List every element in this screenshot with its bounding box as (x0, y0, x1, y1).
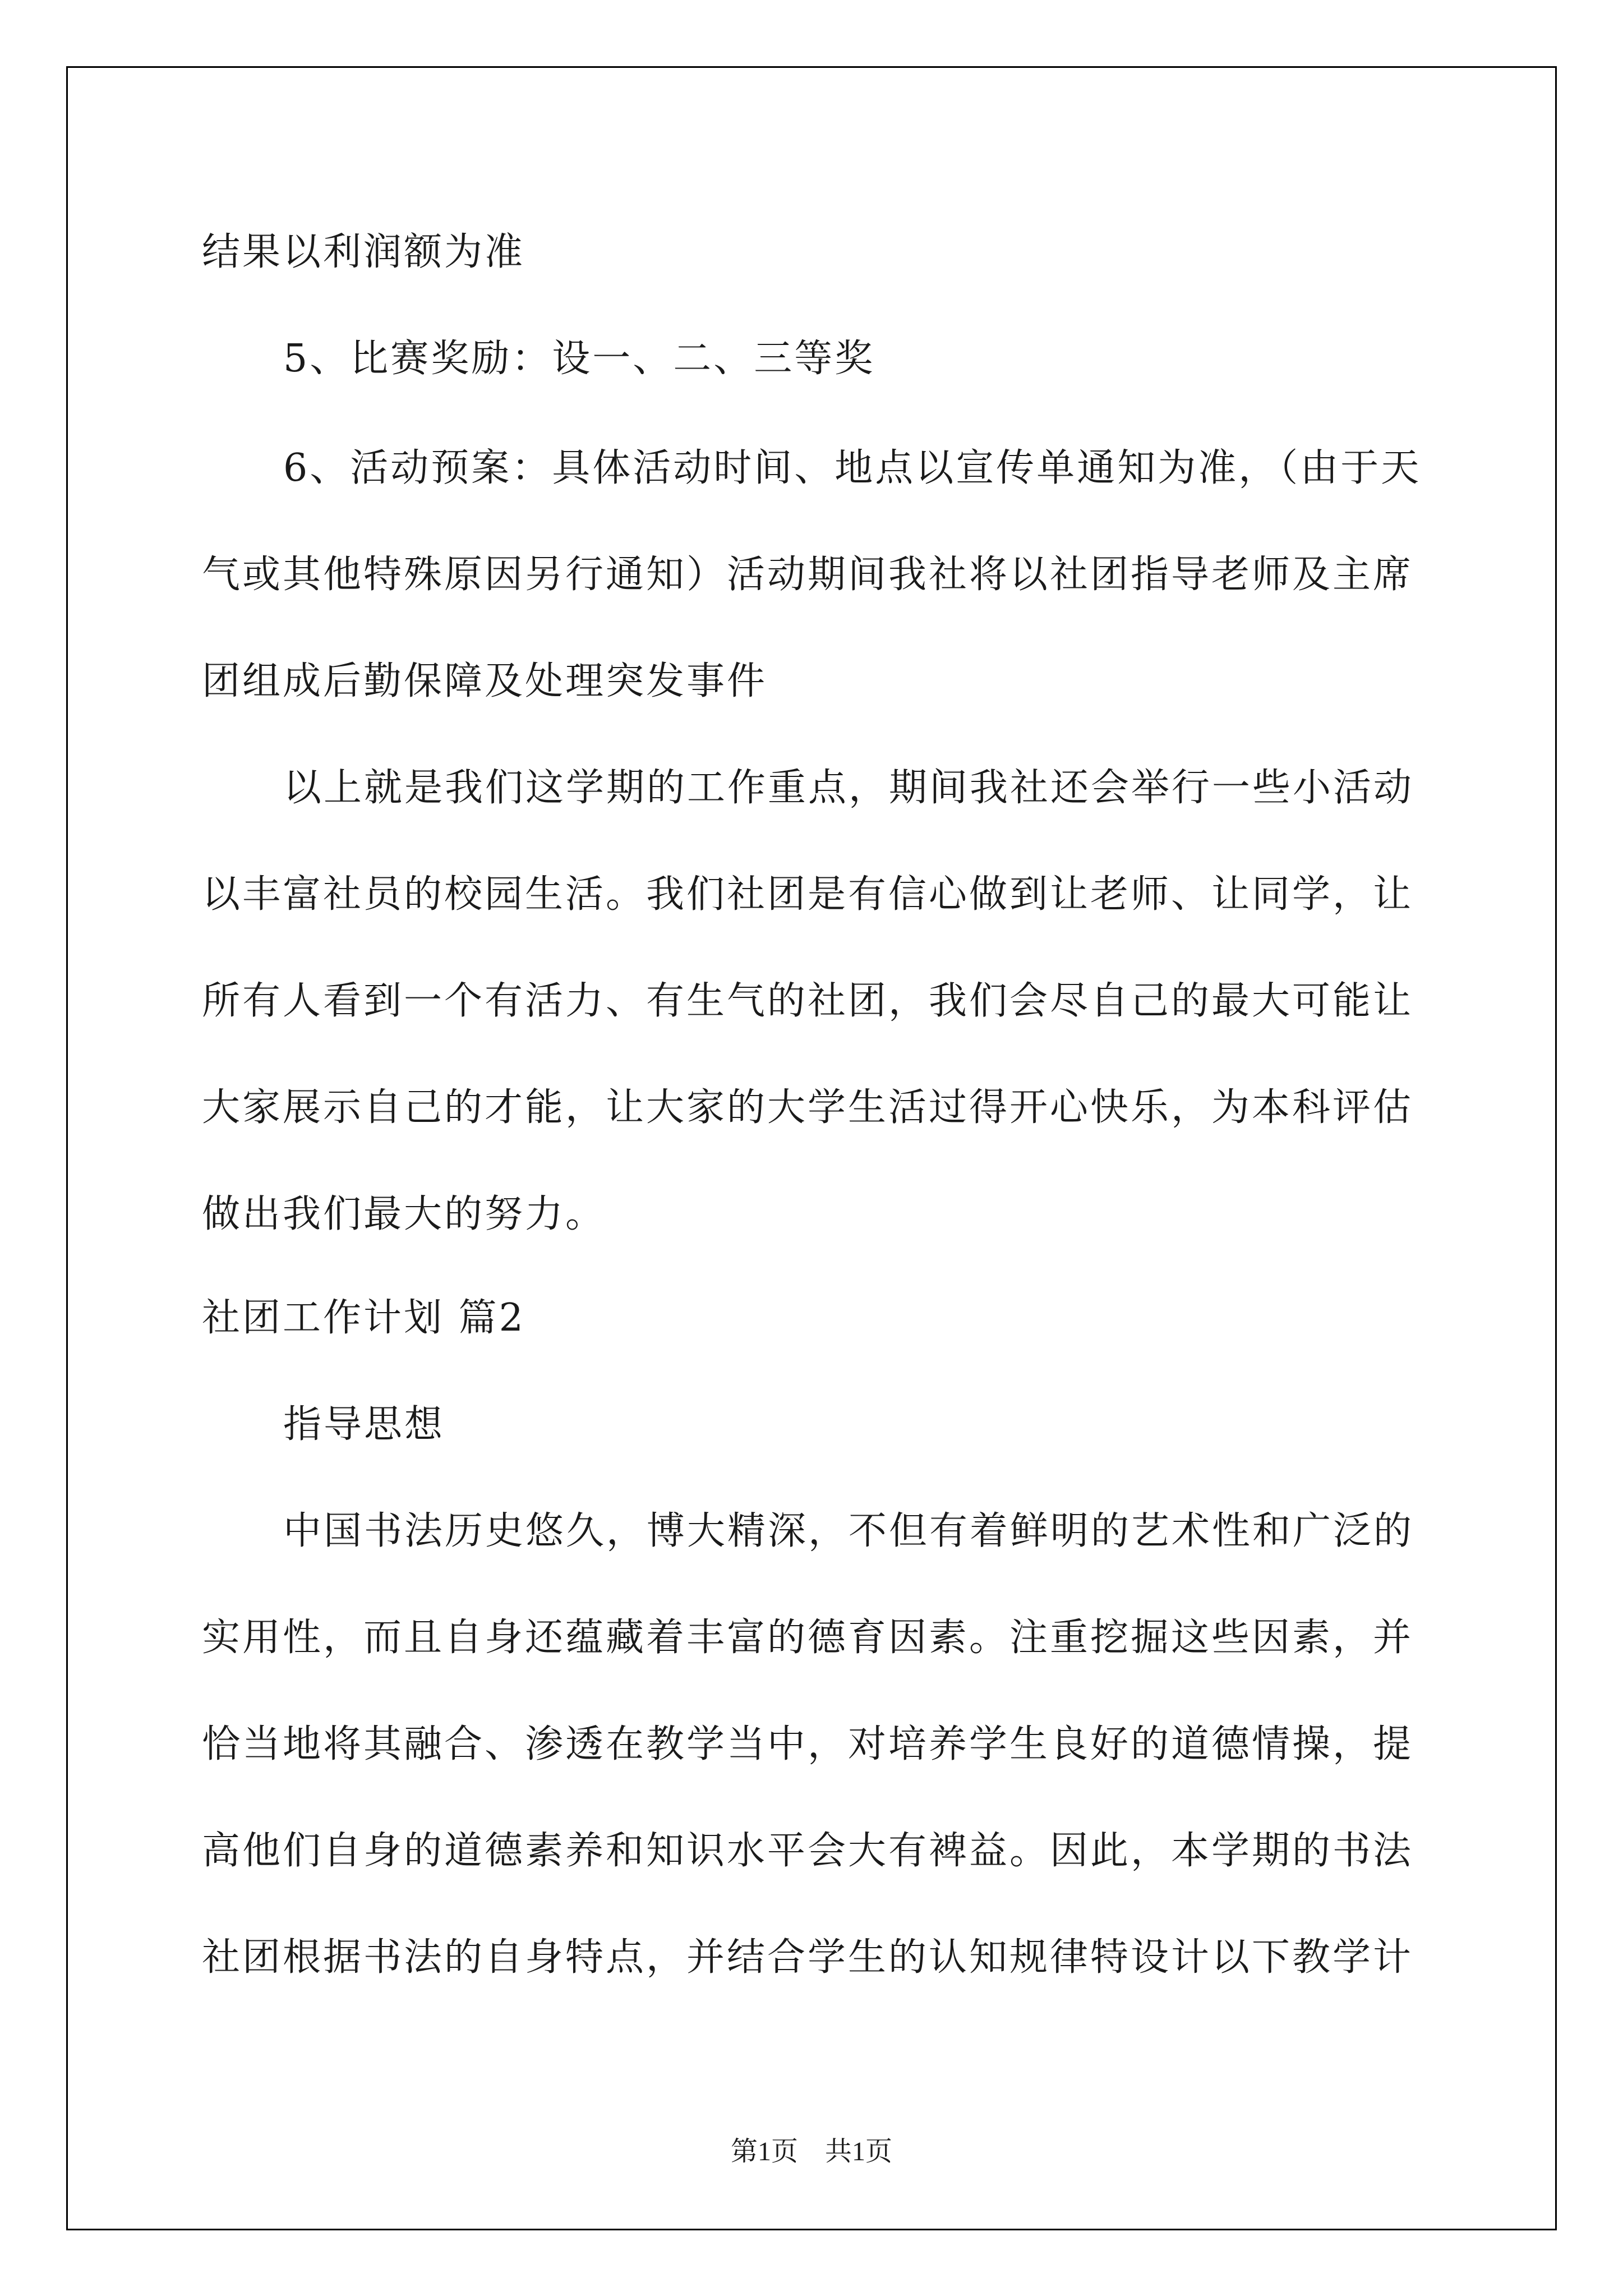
text-line: 以丰富社员的校园生活。我们社团是有信心做到让老师、让同学，让 (202, 872, 1414, 917)
text-line: 所有人看到一个有活力、有生气的社团，我们会尽自己的最大可能让 (202, 979, 1414, 1023)
text-line: 气或其他特殊原因另行通知）活动期间我社将以社团指导老师及主席 (202, 553, 1414, 597)
text-line: 做出我们最大的努力。 (202, 1192, 606, 1236)
text-line: 高他们自身的道德素养和知识水平会大有裨益。因此，本学期的书法 (202, 1829, 1414, 1873)
page-number-footer: 第1页 共1页 (730, 2137, 892, 2166)
subsection-heading: 指导思想 (283, 1402, 445, 1447)
text-line: 实用性，而且自身还蕴藏着丰富的德育因素。注重挖掘这些因素，并 (202, 1616, 1414, 1660)
text-line: 大家展示自己的才能，让大家的大学生活过得开心快乐，为本科评估 (202, 1085, 1414, 1130)
text-line: 中国书法历史悠久，博大精深，不但有着鲜明的艺术性和广泛的 (283, 1509, 1414, 1553)
text-line: 6、活动预案：具体活动时间、地点以宣传单通知为准，（由于天 (283, 446, 1422, 490)
text-line: 结果以利润额为准 (202, 230, 525, 274)
section-heading: 社团工作计划 篇2 (202, 1296, 525, 1340)
text-line: 恰当地将其融合、渗透在教学当中，对培养学生良好的道德情操，提 (202, 1722, 1414, 1766)
page-border (66, 66, 1557, 2230)
text-line: 以上就是我们这学期的工作重点，期间我社还会举行一些小活动 (283, 766, 1414, 810)
text-line: 团组成后勤保障及处理突发事件 (202, 659, 768, 703)
text-line: 5、比赛奖励：设一、二、三等奖 (283, 337, 875, 381)
text-line: 社团根据书法的自身特点，并结合学生的认知规律特设计以下教学计 (202, 1935, 1414, 1980)
